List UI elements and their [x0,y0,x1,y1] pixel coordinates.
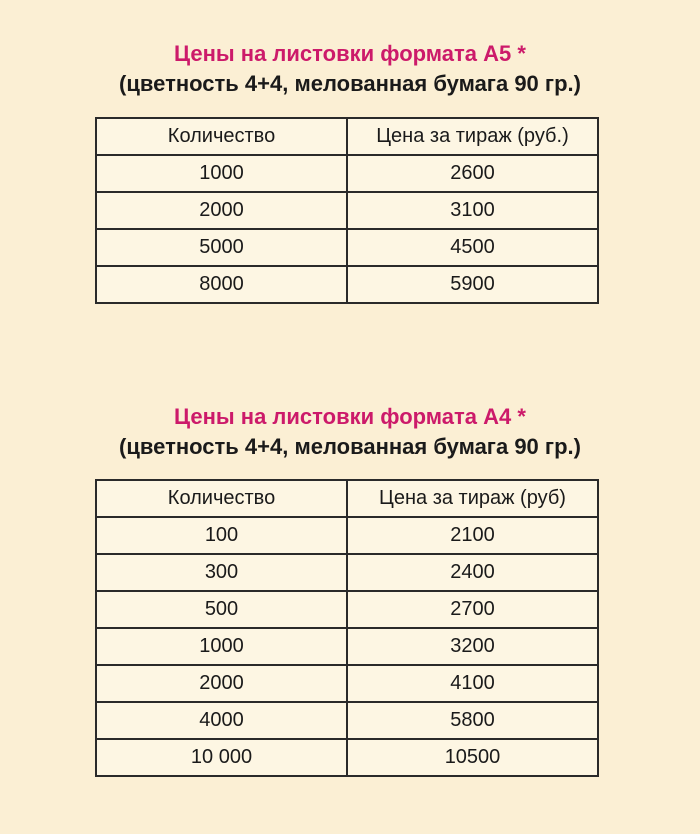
table-row [96,665,598,702]
price-cell: 10500 [347,739,598,776]
table-row [96,517,598,554]
quantity-cell: 300 [96,554,347,591]
quantity-cell: 4000 [96,702,347,739]
section-a5 [0,41,700,97]
column-header-quantity: Количество [96,480,347,517]
table-row [96,155,598,192]
table-header-row [96,118,598,155]
quantity-cell: 2000 [96,192,347,229]
section-a4 [0,404,700,460]
table-row [96,229,598,266]
table-row [96,192,598,229]
table-row [96,554,598,591]
quantity-cell: 5000 [96,229,347,266]
quantity-cell: 1000 [96,155,347,192]
price-cell: 3100 [347,192,598,229]
price-cell: 2700 [347,591,598,628]
price-table-a5 [95,117,599,304]
quantity-cell: 100 [96,517,347,554]
price-cell: 2600 [347,155,598,192]
section-a4-subtitle: (цветность 4+4, мелованная бумага 90 гр.) [119,434,581,459]
table-row [96,702,598,739]
section-a5-subtitle: (цветность 4+4, мелованная бумага 90 гр.) [119,71,581,96]
quantity-cell: 10 000 [96,739,347,776]
price-cell: 3200 [347,628,598,665]
column-header-price: Цена за тираж (руб) [347,480,598,517]
price-cell: 5900 [347,266,598,303]
quantity-cell: 1000 [96,628,347,665]
column-header-price: Цена за тираж (руб.) [347,118,598,155]
price-cell: 2400 [347,554,598,591]
table-row [96,591,598,628]
table-row [96,739,598,776]
quantity-cell: 2000 [96,665,347,702]
table-row [96,628,598,665]
price-cell: 2100 [347,517,598,554]
quantity-cell: 500 [96,591,347,628]
column-header-quantity: Количество [96,118,347,155]
table-row [96,266,598,303]
section-a5-title: Цены на листовки формата А5 * [174,41,526,66]
price-cell: 5800 [347,702,598,739]
quantity-cell: 8000 [96,266,347,303]
price-cell: 4100 [347,665,598,702]
table-header-row [96,480,598,517]
price-table-a4 [95,479,599,777]
price-cell: 4500 [347,229,598,266]
section-a4-title: Цены на листовки формата А4 * [174,404,526,429]
